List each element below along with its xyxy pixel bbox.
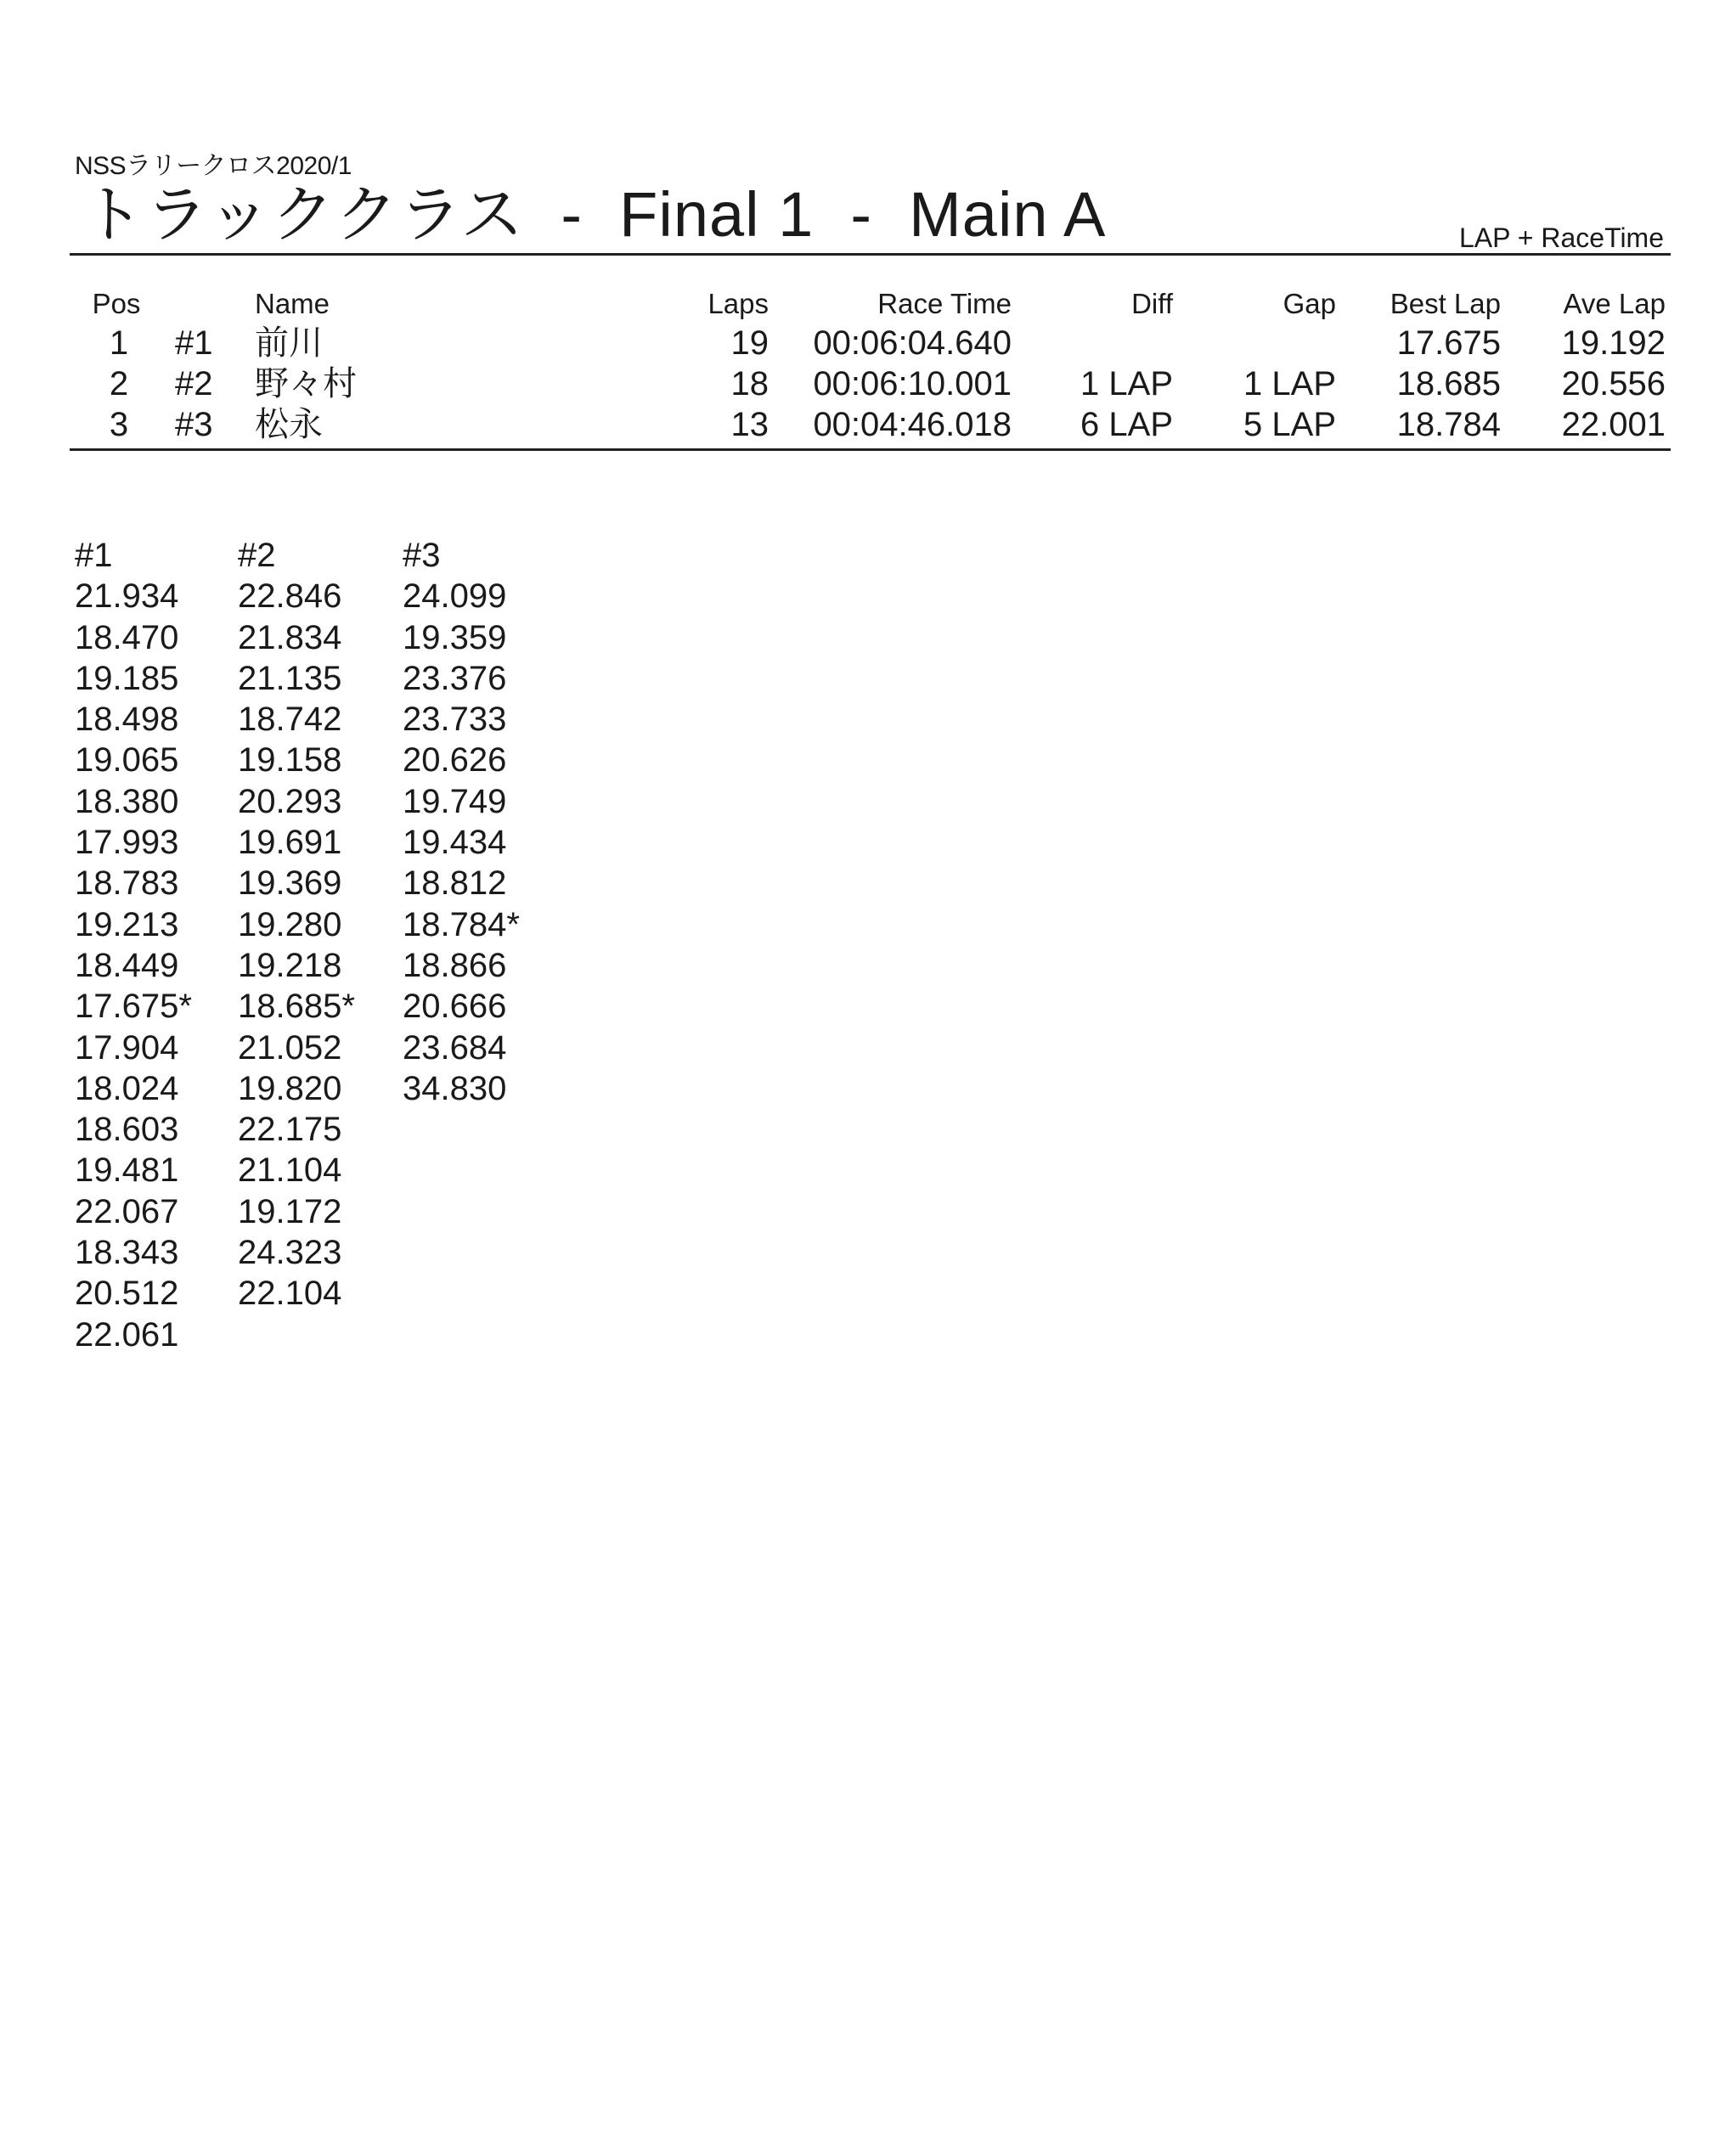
lap-time: 23.733: [403, 701, 507, 739]
lap-time: 20.512: [75, 1275, 179, 1313]
lap-time: 22.104: [238, 1275, 342, 1313]
lap-time: 19.691: [238, 824, 342, 862]
lap-time: 19.820: [238, 1069, 342, 1107]
lap-time: 23.376: [403, 659, 507, 697]
lap-time: 18.784*: [403, 905, 520, 943]
page-title: トラッククラス - Final 1 - Main A: [82, 179, 1107, 250]
lap-time: 19.280: [238, 905, 342, 943]
lap-time: 18.470: [75, 618, 179, 656]
lap-time: 18.024: [75, 1069, 179, 1107]
lap-column: [75, 535, 236, 1355]
col-name-header: Name: [255, 288, 330, 319]
lap-time: 34.830: [403, 1069, 507, 1107]
lap-time: 19.749: [403, 782, 507, 820]
results-header-row: [0, 285, 1725, 323]
ave-lap-cell: 19.192: [1561, 324, 1666, 362]
lap-time: 19.185: [75, 659, 179, 697]
lap-time: 17.993: [75, 824, 179, 862]
results-table: [0, 285, 1725, 445]
lap-time: 19.359: [403, 618, 507, 656]
table-row: [0, 323, 1725, 363]
car-number-cell: #1: [175, 324, 213, 362]
lap-time: 18.685*: [238, 988, 355, 1026]
pos-cell: 1: [109, 324, 129, 362]
event-name: NSSラリークロス2020/1: [75, 152, 352, 180]
driver-name-cell: 松永: [255, 406, 323, 443]
gap-cell: 5 LAP: [1243, 406, 1336, 443]
lap-time: 18.742: [238, 701, 342, 739]
lap-time: 20.666: [403, 988, 507, 1026]
ave-lap-cell: 20.556: [1561, 365, 1666, 402]
lap-column-header: #2: [238, 537, 276, 574]
lap-time: 17.904: [75, 1028, 179, 1067]
driver-name-cell: 前川: [255, 324, 323, 362]
lap-time: 19.213: [75, 905, 179, 943]
race-time-cell: 00:06:10.001: [813, 365, 1012, 402]
col-laps-header: Laps: [707, 288, 769, 319]
lap-time: 20.626: [403, 741, 507, 780]
col-diff-header: Diff: [1131, 288, 1173, 319]
lap-time: 20.293: [238, 782, 342, 820]
best-lap-cell: 18.784: [1396, 406, 1501, 443]
lap-time: 19.218: [238, 946, 342, 984]
lap-time: 17.675*: [75, 988, 192, 1026]
lap-time: 22.846: [238, 577, 342, 616]
driver-name-cell: 野々村: [255, 365, 357, 402]
lap-time: 22.061: [75, 1315, 179, 1354]
lap-time: 21.135: [238, 659, 342, 697]
pos-cell: 3: [109, 406, 129, 443]
lap-time: 23.684: [403, 1028, 507, 1067]
col-gap-header: Gap: [1282, 288, 1336, 319]
lap-column: [238, 535, 399, 1314]
lap-column-header: #3: [403, 537, 441, 574]
diff-cell: 1 LAP: [1080, 365, 1173, 402]
col-race-time-header: Race Time: [877, 288, 1012, 319]
lap-time: 21.834: [238, 618, 342, 656]
best-lap-cell: 17.675: [1396, 324, 1501, 362]
table-row: [0, 363, 1725, 404]
lap-time: 18.866: [403, 946, 507, 984]
lap-time: 18.812: [403, 864, 507, 903]
laps-cell: 18: [730, 365, 769, 402]
car-number-cell: #2: [175, 365, 213, 402]
lap-time: 18.380: [75, 782, 179, 820]
lap-time: 18.343: [75, 1234, 179, 1272]
lap-time: 18.498: [75, 701, 179, 739]
lap-time: 18.603: [75, 1111, 179, 1149]
results-divider: [70, 448, 1671, 451]
laps-cell: 19: [730, 324, 769, 362]
lap-time: 19.369: [238, 864, 342, 903]
race-time-cell: 00:04:46.018: [813, 406, 1012, 443]
gap-cell: 1 LAP: [1243, 365, 1336, 402]
diff-cell: 6 LAP: [1080, 406, 1173, 443]
col-ave-lap-header: Ave Lap: [1563, 288, 1666, 319]
pos-cell: 2: [109, 365, 129, 402]
laps-cell: 13: [730, 406, 769, 443]
ave-lap-cell: 22.001: [1561, 406, 1666, 443]
lap-time: 21.052: [238, 1028, 342, 1067]
col-pos-header: Pos: [92, 288, 141, 319]
car-number-cell: #3: [175, 406, 213, 443]
lap-time: 19.434: [403, 824, 507, 862]
lap-time: 22.175: [238, 1111, 342, 1149]
lap-time: 24.099: [403, 577, 507, 616]
lap-time: 18.783: [75, 864, 179, 903]
lap-time: 24.323: [238, 1234, 342, 1272]
lap-time: 19.481: [75, 1151, 179, 1190]
lap-time: 22.067: [75, 1192, 179, 1230]
lap-time: 19.158: [238, 741, 342, 780]
format-label: LAP + RaceTime: [1459, 222, 1664, 253]
lap-time: 18.449: [75, 946, 179, 984]
table-row: [0, 404, 1725, 445]
lap-time: 21.104: [238, 1151, 342, 1190]
lap-time: 19.065: [75, 741, 179, 780]
best-lap-cell: 18.685: [1396, 365, 1501, 402]
col-best-lap-header: Best Lap: [1390, 288, 1501, 319]
title-divider: [70, 253, 1671, 256]
lap-column-header: #1: [75, 537, 113, 574]
lap-column: [403, 535, 564, 1109]
lap-time: 21.934: [75, 577, 179, 616]
lap-time: 19.172: [238, 1192, 342, 1230]
race-time-cell: 00:06:04.640: [813, 324, 1012, 362]
